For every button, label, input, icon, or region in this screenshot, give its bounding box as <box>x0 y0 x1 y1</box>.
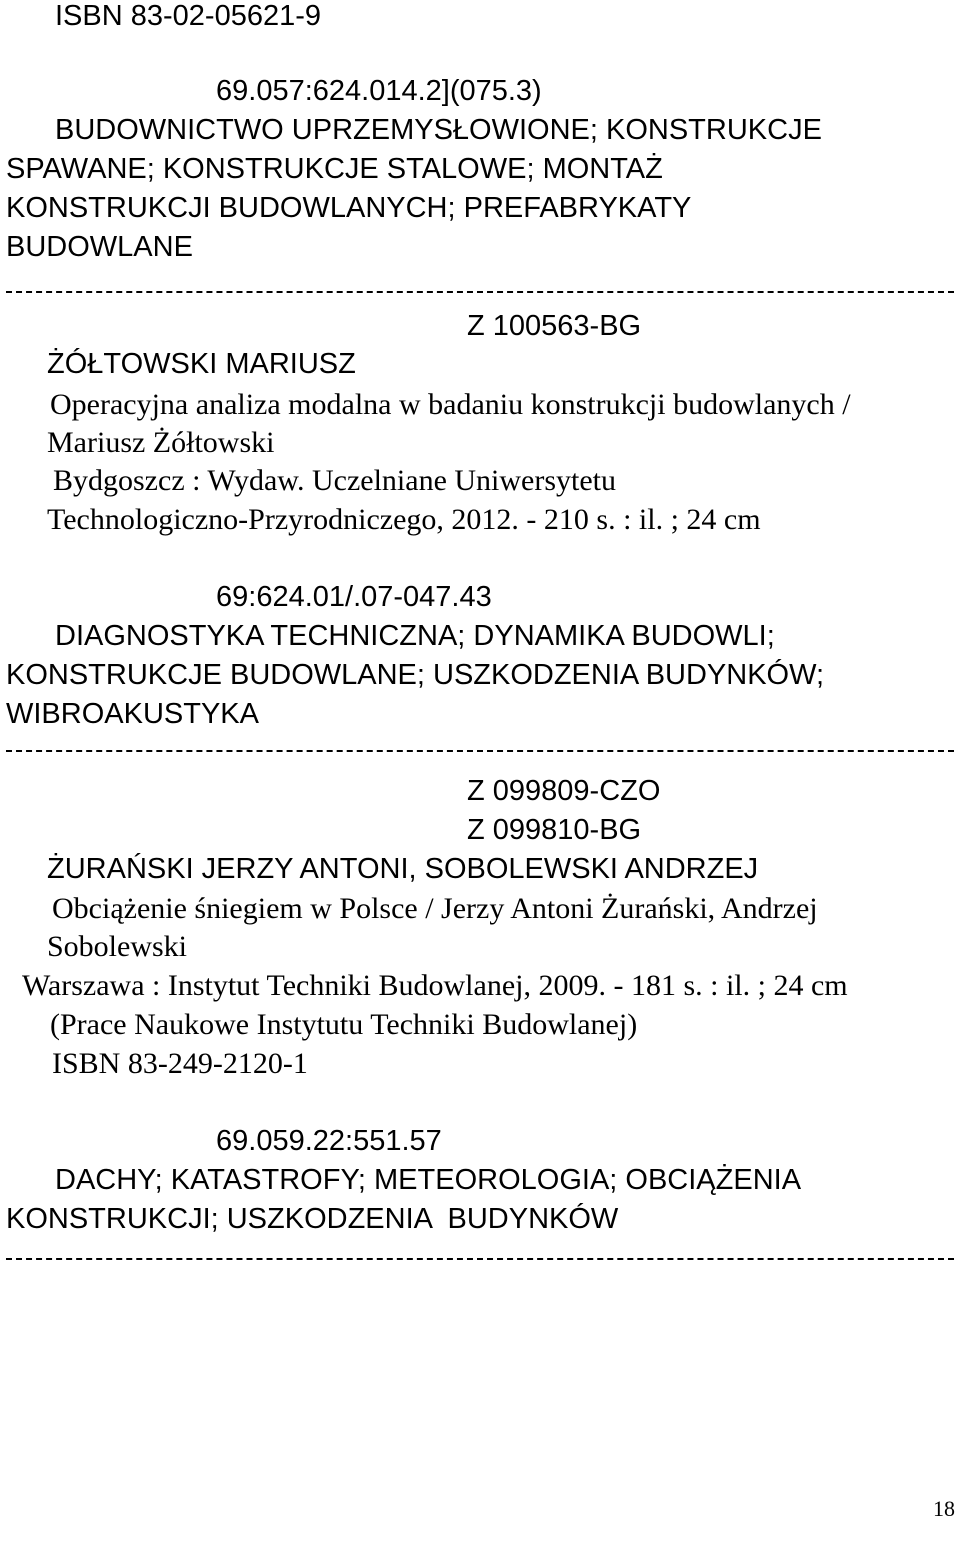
author: ŻÓŁTOWSKI MARIUSZ <box>47 348 356 380</box>
udc: 69:624.01/.07-047.43 <box>216 581 492 613</box>
separator <box>6 750 954 752</box>
subject-line: KONSTRUKCJI; USZKODZENIA BUDYNKÓW <box>6 1203 619 1235</box>
subject-line: KONSTRUKCJE BUDOWLANE; USZKODZENIA BUDYNKÓW; <box>6 659 825 691</box>
title-line: Obciążenie śniegiem w Polsce / Jerzy Antoni Żurański, Andrzej <box>52 892 818 925</box>
udc: 69.059.22:551.57 <box>216 1125 442 1157</box>
title-line: Mariusz Żółtowski <box>47 426 275 459</box>
imprint-line: Technologiczno-Przyrodniczego, 2012. - 210 s. : il. ; 24 cm <box>47 503 761 536</box>
isbn-top: ISBN 83-02-05621-9 <box>55 0 321 32</box>
imprint-line: Bydgoszcz : Wydaw. Uczelniane Uniwersytetu <box>53 464 617 497</box>
author: ŻURAŃSKI JERZY ANTONI, SOBOLEWSKI ANDRZEJ <box>47 853 759 885</box>
subject-line: DIAGNOSTYKA TECHNICZNA; DYNAMIKA BUDOWLI; <box>55 620 775 652</box>
subject-line: WIBROAKUSTYKA <box>6 698 259 730</box>
page-number: 18 <box>933 1496 955 1521</box>
isbn: ISBN 83-249-2120-1 <box>52 1047 308 1080</box>
separator <box>6 291 954 293</box>
subject-line: BUDOWNICTWO UPRZEMYSŁOWIONE; KONSTRUKCJE <box>55 114 822 146</box>
separator <box>6 1258 954 1260</box>
call-number: Z 099809-CZO <box>467 775 661 807</box>
series: (Prace Naukowe Instytutu Techniki Budowlanej) <box>50 1008 638 1041</box>
call-number: Z 099810-BG <box>467 814 642 846</box>
subject-line: DACHY; KATASTROFY; METEOROLOGIA; OBCIĄŻENIA <box>55 1164 802 1196</box>
call-number: Z 100563-BG <box>467 310 642 342</box>
title-line: Operacyjna analiza modalna w badaniu konstrukcji budowlanych / <box>50 388 851 421</box>
subject-line: KONSTRUKCJI BUDOWLANYCH; PREFABRYKATY <box>6 192 692 224</box>
subject-line: BUDOWLANE <box>6 231 193 263</box>
imprint: Warszawa : Instytut Techniki Budowlanej, 2009. - 181 s. : il. ; 24 cm <box>22 969 848 1002</box>
title-line: Sobolewski <box>47 930 188 963</box>
udc-top: 69.057:624.014.2](075.3) <box>216 75 542 107</box>
subject-line: SPAWANE; KONSTRUKCJE STALOWE; MONTAŻ <box>6 153 663 185</box>
